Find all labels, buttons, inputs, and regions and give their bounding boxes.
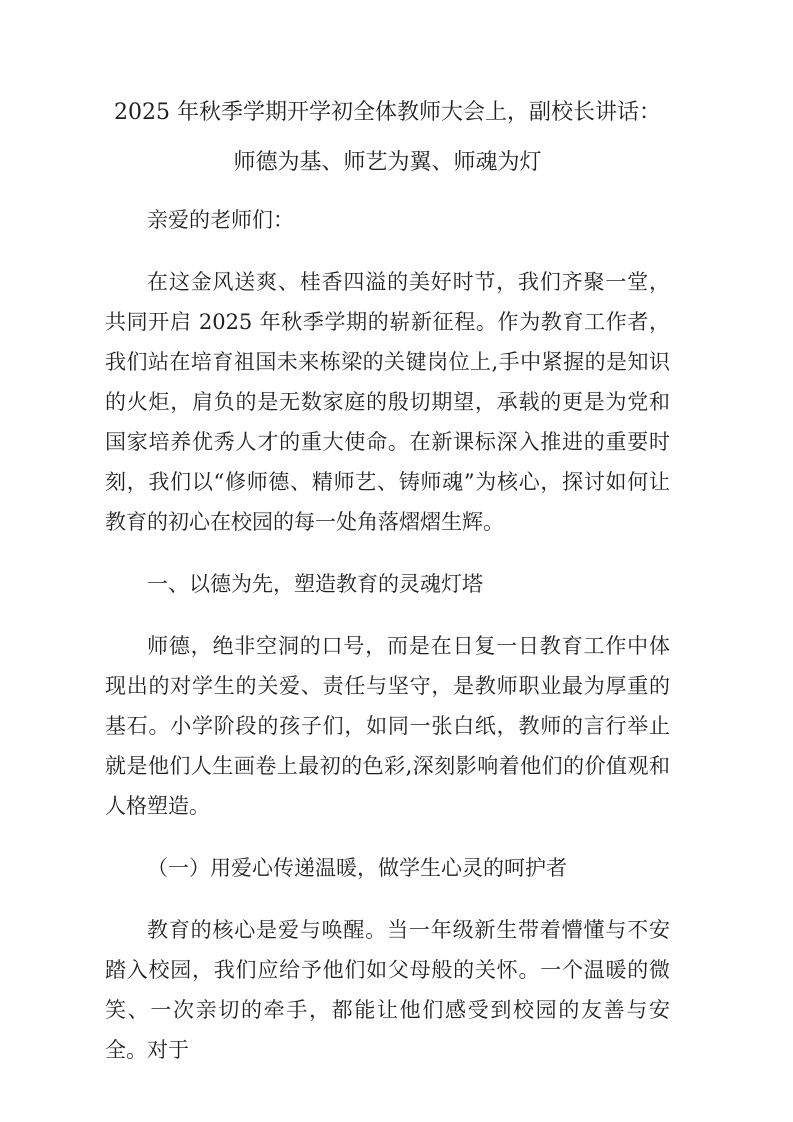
body-paragraph: 教育的核心是爱与唤醒。当一年级新生带着懵懂与不安踏入校园，我们应给予他们如父母般的关怀。一个温暖的微笑、一次亲切的牵手，都能让他们感受到校园的友善与安全。对于	[105, 918, 670, 1062]
document-body	[105, 200, 670, 1070]
sub-section-heading: （一）用爱心传递温暖，做学生心灵的呵护者	[147, 856, 567, 880]
section-heading: 一、以德为先，塑造教育的灵魂灯塔	[147, 572, 483, 596]
page-title: 2025 年秋季学期开学初全体教师大会上，副校长讲话：师德为基、师艺为翼、师魂为灯	[114, 100, 661, 175]
body-paragraph: 师德，绝非空洞的口号，而是在日复一日教育工作中体现出的对学生的关爱、责任与坚守，是教师职业最为厚重的基石。小学阶段的孩子们，如同一张白纸，教师的言行举止就是他们人生画卷上最初的色彩,深刻影响着他们的价值观和人格塑造。	[105, 634, 670, 818]
salutation: 亲爱的老师们：	[147, 208, 294, 232]
body-paragraph: 在这金风送爽、桂香四溢的美好时节，我们齐聚一堂，共同开启 2025 年秋季学期的崭新征程。作为教育工作者，我们站在培育祖国未来栋梁的关键岗位上,手中紧握的是知识的火炬，肩负的是无数家庭的殷切期望，承载的更是为党和国家培养优秀人才的重大使命。在新课标深入推进的重要时刻，我们以“修师德、精师艺、铸师魂”为核心，探讨如何让教育的初心在校园的每一处角落熠熠生辉。	[105, 270, 670, 534]
